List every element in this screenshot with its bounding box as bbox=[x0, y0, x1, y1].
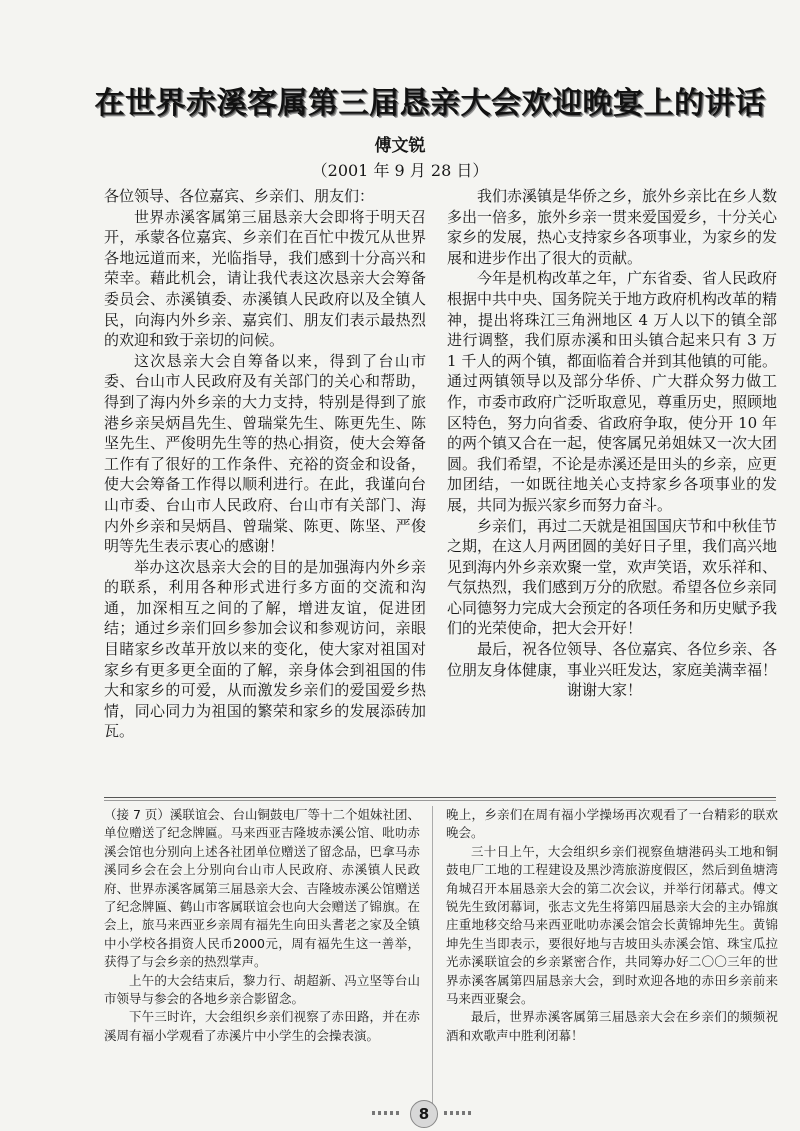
article-paragraph: 我们赤溪镇是华侨之乡，旅外乡亲比在乡人数多出一倍多，旅外乡亲一贯来爱国爱乡，十分关心家乡的发展，热心支持家乡各项事业，为家乡的发展和进步作出了很大的贡献。 bbox=[447, 187, 778, 267]
article-paragraph: 乡亲们，再过二天就是祖国国庆节和中秋佳节之期，在这人月两团圆的美好日子里，我们高兴地见到海内外乡亲欢聚一堂，欢声笑语，欢乐祥和、气氛热烈，我们感到万分的欣慰。希望各位乡亲同心同德努力完成大会预定的各项任务和历史赋予我们的光荣使命，把大会开好！ bbox=[447, 516, 778, 638]
news-paragraph: 三十日上午，大会组织乡亲们视察鱼塘港码头工地和铜鼓电厂工地的工程建设及黑沙湾旅游度假区，然后到鱼塘湾角城召开本届恳亲大会的第二次会议，并举行闭幕式。傅文锐先生致闭幕词，张志文先生将第四届恳亲大会的主办锦旗庄重地移交给马来西亚吡叻赤溪会馆会长黄锦坤先生。黄锦坤先生当即表示，要很好地与吉坡田头赤溪会馆、珠宝瓜拉光赤溪联谊会的乡亲紧密合作，共同筹办好二〇〇三年的世界赤溪客属第四届恳亲大会，到时欢迎各地的赤田乡亲前来马来西亚聚会。 bbox=[446, 843, 778, 1007]
article-paragraph: 世界赤溪客属第三届恳亲大会即将于明天召开，承蒙各位嘉宾、乡亲们在百忙中拨冗从世界各地远道而来，光临指导，我们感到十分高兴和荣幸。藉此机会，请让我代表这次恳亲大会筹备委员会、赤溪镇委、赤溪镇人民政府以及全镇人民，向海内外乡亲、嘉宾们、朋友们表示最热烈的欢迎和致于亲切的问候。 bbox=[104, 207, 426, 350]
page-number: 8 bbox=[410, 1100, 438, 1128]
closing-thanks: 谢谢大家！ bbox=[567, 681, 643, 700]
news-paragraph: （接 7 页）溪联谊会、台山铜鼓电厂等十二个姐妹社团、单位赠送了纪念牌匾。马来西亚吉隆坡赤溪公馆、吡叻赤溪会馆也分别向上述各社团单位赠送了留念品，巴拿马赤溪同乡会在会上分别向台山市人民政府、赤溪镇人民政府、世界赤溪客属第三届恳亲大会、吉隆坡赤溪公馆赠送了纪念牌匾、鹤山市客属联谊会也向大会赠送了锦旗。在会上，旅马来西亚乡亲周有福先生向田头耆老之家及全镇中小学校各捐资人民币2000元，周有福先生这一善举，获得了与会乡亲的热烈掌声。 bbox=[104, 807, 420, 970]
article-paragraph: 这次恳亲大会自筹备以来，得到了台山市委、台山市人民政府及有关部门的关心和帮助，得到了海内外乡亲的大力支持，特别是得到了旅港乡亲吴炳昌先生、曾瑞棠先生、陈更先生、陈坚先生、严俊明先生等的热心捐资，使大会筹备工作有了很好的工作条件、充裕的资金和设备，使大会筹备工作得以顺利进行。在此，我谨向台山市委、台山市人民政府、台山市有关部门、海内外乡亲和吴炳昌、曾瑞棠、陈更、陈坚、严俊明等先生表示衷心的感谢！ bbox=[104, 351, 426, 556]
news-left-column bbox=[104, 806, 420, 1045]
news-paragraph: 上午的大会结束后，黎力行、胡超新、冯立坚等台山市领导与参会的各地乡亲合影留念。 bbox=[104, 972, 420, 1007]
article-paragraph: 今年是机构改革之年，广东省委、省人民政府根据中共中央、国务院关于地方政府机构改革的精神，提出将珠江三角洲地区 4 万人以下的镇全部进行调整，我们原赤溪和田头镇合起来只有 3 万 1 千人的两个镇，都面临着合并到其他镇的可能。通过两镇领导以及部分华侨、广大群众努力做工作，市委市政府广泛听取意见，尊重历史，照顾地区特色，努力向省委、省政府争取，使分开 10 年的两个镇又合在一起，使客属兄弟姐妹又一次大团圆。我们希望，不论是赤溪还是田头的乡亲，应更加团结，一如既往地关心支持家乡各项事业的发展，共同为振兴家乡而努力奋斗。 bbox=[447, 269, 778, 514]
article-left-column bbox=[104, 186, 426, 742]
article-author: 傅文锐 bbox=[374, 136, 426, 156]
article-right-column bbox=[447, 186, 777, 701]
page-number-ornament bbox=[372, 1111, 402, 1115]
article-paragraph: 举办这次恳亲大会的目的是加强海内外乡亲的联系，利用各种形式进行多方面的交流和沟通，加深相互之间的了解，增进友谊，促进团结；通过乡亲们回乡参加会议和参观访问，亲眼目睹家乡改革开放以来的变化，使大家对祖国对家乡有更多更全面的了解，亲身体会到祖国的伟大和家乡的可爱，从而激发乡亲们的爱国爱乡热情，同心同力为祖国的繁荣和家乡的发展添砖加瓦。 bbox=[104, 557, 426, 741]
section-divider bbox=[104, 800, 776, 801]
salutation: 各位领导、各位嘉宾、乡亲们、朋友们： bbox=[104, 187, 375, 205]
news-paragraph: 最后，世界赤溪客属第三届恳亲大会在乡亲们的频频祝酒和欢歌声中胜利闭幕！ bbox=[446, 1009, 778, 1043]
article-paragraph: 最后，祝各位领导、各位嘉宾、各位乡亲、各位朋友身体健康，事业兴旺发达，家庭美满幸福！ bbox=[447, 640, 778, 679]
section-divider bbox=[104, 797, 776, 798]
news-paragraph: 下午三时许，大会组织乡亲们视察了赤田路，并在赤溪周有福小学观看了赤溪片中小学生的会操表演。 bbox=[104, 1009, 420, 1043]
column-divider bbox=[432, 806, 433, 1106]
news-right-column bbox=[446, 806, 778, 1045]
page-number-ornament bbox=[444, 1111, 474, 1115]
article-date: （2001 年 9 月 28 日） bbox=[311, 161, 489, 180]
article-title: 在世界赤溪客属第三届恳亲大会欢迎晚宴上的讲话 bbox=[94, 86, 766, 121]
news-paragraph: 晚上，乡亲们在周有福小学操场再次观看了一台精彩的联欢晚会。 bbox=[446, 807, 778, 841]
